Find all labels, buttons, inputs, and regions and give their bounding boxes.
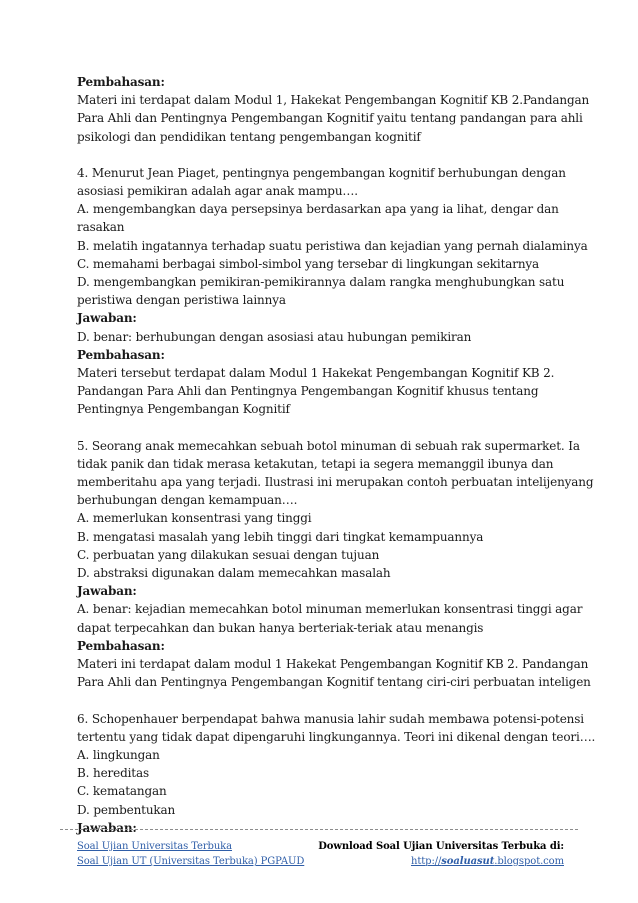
text-line: A. mengembangkan daya persepsinya berdasarkan apa yang ia lihat, dengar dan — [77, 202, 559, 217]
text-line: Pandangan Para Ahli dan Pentingnya Pengembangan Kognitif khusus tentang — [77, 384, 539, 399]
text-line: psikologi dan pendidikan tentang pengembangan kognitif — [77, 129, 421, 144]
text-line: D. benar: berhubungan dengan asosiasi atau hubungan pemikiran — [77, 329, 472, 344]
text-line: Materi ini terdapat dalam modul 1 Hakekat Pengembangan Kognitif KB 2. Pandangan — [77, 657, 589, 672]
url-suffix: .blogspot.com — [494, 856, 564, 867]
section-label: Pembahasan: — [77, 347, 165, 362]
paragraph-gap — [77, 146, 577, 164]
text-line: A. benar: kejadian memecahkan botol minuman memerlukan konsentrasi tinggi agar — [77, 602, 583, 617]
section-label: Jawaban: — [77, 584, 137, 599]
text-line: B. mengatasi masalah yang lebih tinggi dari tingkat kemampuannya — [77, 529, 484, 544]
text-line: Materi ini terdapat dalam Modul 1, Hakekat Pengembangan Kognitif KB 2.Pandangan — [77, 93, 590, 108]
text-line: peristiwa dengan peristiwa lainnya — [77, 293, 286, 308]
text-line: B. melatih ingatannya terhadap suatu peristiwa dan kejadian yang pernah dialaminya — [77, 238, 588, 253]
section-label: Jawaban: — [77, 311, 137, 326]
url-prefix: http:// — [410, 856, 442, 867]
text-line: C. perbuatan yang dilakukan sesuai dengan tujuan — [77, 547, 380, 562]
text-line: D. mengembangkan pemikiran-pemikirannya dalam rangka menghubungkan satu — [77, 275, 565, 290]
text-line: 5. Seorang anak memecahkan sebuah botol minuman di sebuah rak supermarket. Ia — [77, 438, 580, 453]
text-line: tertentu yang tidak dapat dipengaruhi lingkungannya. Teori ini dikenal dengan teori…. — [77, 729, 596, 744]
text-line: dapat terpecahkan dan bukan hanya berteriak-teriak atau menangis — [77, 620, 484, 635]
text-line: Pentingnya Pengembangan Kognitif — [77, 402, 290, 417]
text-line: 4. Menurut Jean Piaget, pentingnya pengembangan kognitif berhubungan dengan — [77, 165, 566, 180]
text-line: C. memahami berbagai simbol-simbol yang tersebar di lingkungan sekitarnya — [77, 256, 540, 271]
document-body — [77, 73, 596, 837]
section-label: Pembahasan: — [77, 638, 165, 653]
text-line: Para Ahli dan Pentingnya Pengembangan Kognitif yaitu tentang pandangan para ahli — [77, 111, 583, 126]
text-line: D. abstraksi digunakan dalam memecahkan masalah — [77, 566, 391, 581]
text-line: D. pembentukan — [77, 802, 176, 817]
section-label: Pembahasan: — [77, 75, 165, 89]
text-line: memberitahu apa yang terjadi. Ilustrasi ini merupakan contoh perbuatan intelijenyang — [77, 475, 594, 490]
url-bold-part: soaluasut — [441, 856, 495, 867]
text-line: C. kematangan — [77, 784, 167, 799]
footer-link-pgpaud[interactable]: Soal Ujian UT (Universitas Terbuka) PGPAUD — [77, 856, 305, 867]
paragraph-gap — [77, 419, 577, 437]
paragraph-gap — [77, 692, 577, 710]
text-line: A. lingkungan — [77, 747, 160, 762]
footer-link-soal-ujian-ut[interactable]: Soal Ujian Universitas Terbuka — [77, 841, 233, 852]
text-line: tidak panik dan tidak merasa ketakutan, tetapi ia segera memanggil ibunya dan — [77, 456, 554, 471]
text-line: A. memerlukan konsentrasi yang tinggi — [77, 511, 312, 526]
footer-blog-url-link[interactable] — [411, 854, 564, 869]
footer-divider — [60, 829, 578, 830]
text-line: berhubungan dengan kemampuan…. — [77, 493, 298, 508]
footer-download-label: Download Soal Ujian Universitas Terbuka di: — [318, 841, 564, 852]
text-line: Para Ahli dan Pentingnya Pengembangan Kognitif tentang ciri-ciri perbuatan inteligen — [77, 675, 591, 690]
text-line: B. hereditas — [77, 766, 149, 781]
section-label: Jawaban: — [77, 820, 137, 835]
page-footer — [77, 839, 564, 869]
text-line: 6. Schopenhauer berpendapat bahwa manusia lahir sudah membawa potensi-potensi — [77, 711, 584, 726]
text-line: asosiasi pemikiran adalah agar anak mampu…. — [77, 184, 358, 199]
text-line: rasakan — [77, 220, 125, 235]
text-line: Materi tersebut terdapat dalam Modul 1 Hakekat Pengembangan Kognitif KB 2. — [77, 366, 555, 381]
